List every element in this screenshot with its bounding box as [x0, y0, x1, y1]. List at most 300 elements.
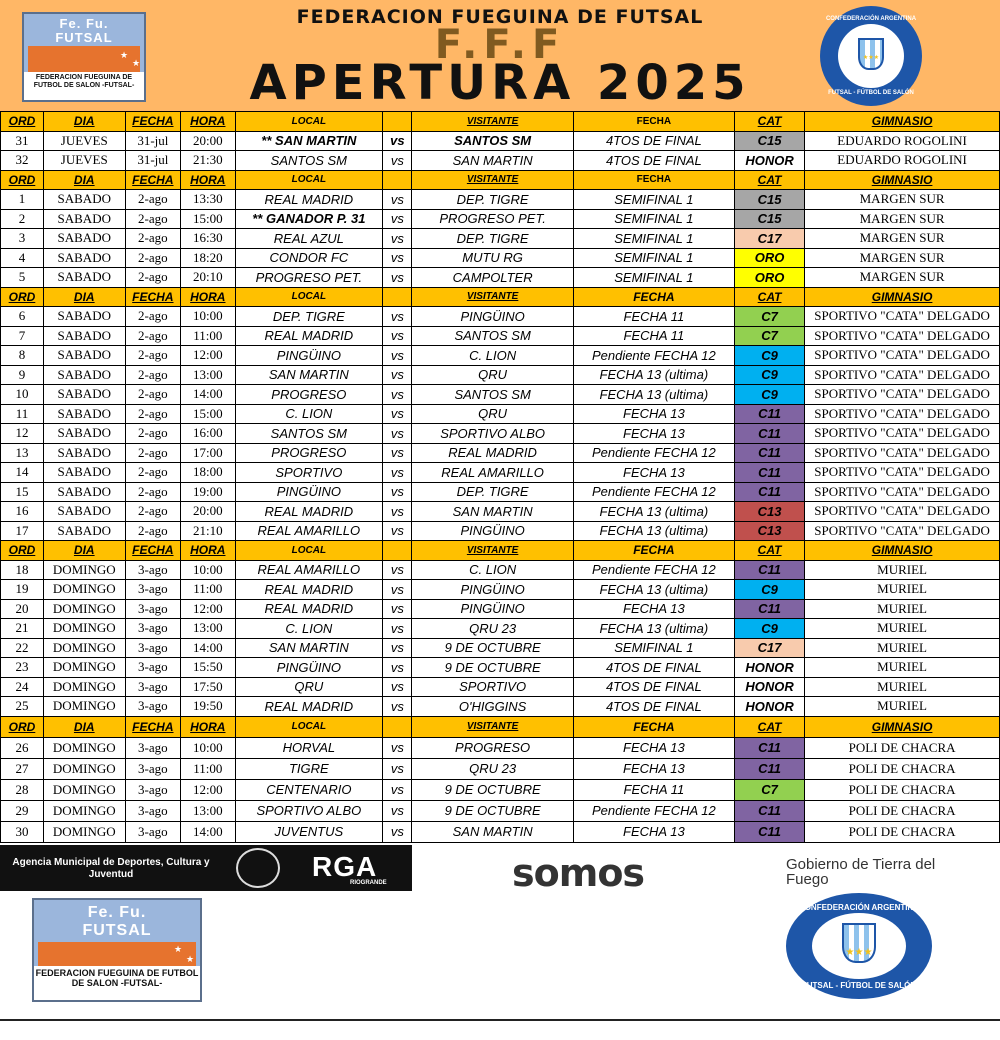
match-time: 12:00: [181, 346, 235, 366]
match-time: 21:30: [181, 151, 235, 171]
match-round: SEMIFINAL 1: [573, 190, 734, 210]
match-date: 2-ago: [125, 229, 181, 249]
match-vs: vs: [383, 737, 412, 758]
match-gym: MURIEL: [805, 619, 1000, 639]
match-time: 15:00: [181, 209, 235, 229]
column-header-fecha: FECHA: [125, 112, 181, 132]
match-time: 18:20: [181, 248, 235, 268]
column-header-visitante: VISITANTE: [412, 112, 573, 132]
match-time: 19:50: [181, 697, 235, 717]
match-local-team: ** SAN MARTIN: [235, 131, 383, 151]
federation-acronym: F.F.F: [434, 22, 566, 68]
match-date: 3-ago: [125, 758, 181, 779]
match-vs: vs: [383, 424, 412, 444]
match-round: Pendiente FECHA 12: [573, 800, 734, 821]
match-category: C11: [734, 758, 804, 779]
match-time: 13:30: [181, 190, 235, 210]
match-row: [1, 599, 1000, 619]
match-row: [1, 443, 1000, 463]
match-round: FECHA 13: [573, 737, 734, 758]
match-ord: 15: [1, 482, 44, 502]
match-round: 4TOS DE FINAL: [573, 658, 734, 678]
match-local-team: TIGRE: [235, 758, 383, 779]
match-vs: vs: [383, 463, 412, 483]
match-category: C9: [734, 580, 804, 600]
match-vs: vs: [383, 443, 412, 463]
match-visitor-team: SAN MARTIN: [412, 502, 573, 522]
match-ord: 7: [1, 326, 44, 346]
match-date: 3-ago: [125, 677, 181, 697]
match-day: SABADO: [43, 365, 125, 385]
column-header-hora: HORA: [181, 170, 235, 190]
column-header-vs: [383, 112, 412, 132]
match-category: HONOR: [734, 658, 804, 678]
match-date: 2-ago: [125, 443, 181, 463]
match-ord: 5: [1, 268, 44, 288]
match-vs: vs: [383, 821, 412, 842]
match-date: 2-ago: [125, 365, 181, 385]
match-day: SABADO: [43, 307, 125, 327]
match-visitor-team: SPORTIVO ALBO: [412, 424, 573, 444]
match-category: ORO: [734, 248, 804, 268]
federation-title: FEDERACION FUEGUINA DE FUTSAL: [296, 6, 704, 28]
match-category: C13: [734, 502, 804, 522]
match-gym: SPORTIVO "CATA" DELGADO: [805, 482, 1000, 502]
match-vs: vs: [383, 229, 412, 249]
match-round: FECHA 13: [573, 599, 734, 619]
match-row: [1, 190, 1000, 210]
column-header-ord: ORD: [1, 170, 44, 190]
match-local-team: SPORTIVO ALBO: [235, 800, 383, 821]
somos-logo: somos: [512, 851, 645, 895]
match-date: 2-ago: [125, 307, 181, 327]
match-date: 3-ago: [125, 821, 181, 842]
match-ord: 13: [1, 443, 44, 463]
match-ord: 25: [1, 697, 44, 717]
match-gym: SPORTIVO "CATA" DELGADO: [805, 385, 1000, 405]
match-vs: vs: [383, 697, 412, 717]
column-header-cat: CAT: [734, 716, 804, 737]
match-row: [1, 346, 1000, 366]
match-visitor-team: SANTOS SM: [412, 326, 573, 346]
match-visitor-team: MUTU RG: [412, 248, 573, 268]
schedule-table: [0, 111, 1000, 843]
match-visitor-team: REAL MADRID: [412, 443, 573, 463]
match-vs: vs: [383, 521, 412, 541]
match-day: SABADO: [43, 209, 125, 229]
match-visitor-team: PINGÜINO: [412, 580, 573, 600]
match-vs: vs: [383, 404, 412, 424]
match-day: SABADO: [43, 404, 125, 424]
match-category: HONOR: [734, 697, 804, 717]
bottom-divider: [0, 1019, 1000, 1021]
match-local-team: ** GANADOR P. 31: [235, 209, 383, 229]
match-category: C15: [734, 131, 804, 151]
match-day: SABADO: [43, 463, 125, 483]
match-vs: vs: [383, 779, 412, 800]
match-vs: vs: [383, 677, 412, 697]
match-visitor-team: REAL AMARILLO: [412, 463, 573, 483]
match-local-team: HORVAL: [235, 737, 383, 758]
match-round: Pendiente FECHA 12: [573, 482, 734, 502]
match-time: 10:00: [181, 307, 235, 327]
match-day: SABADO: [43, 190, 125, 210]
match-ord: 31: [1, 131, 44, 151]
match-time: 21:10: [181, 521, 235, 541]
match-category: C9: [734, 619, 804, 639]
column-header-dia: DIA: [43, 112, 125, 132]
match-day: DOMINGO: [43, 560, 125, 580]
fefu-logo-bottom: Fe. Fu. FUTSAL ★ ★ FEDERACION FUEGUINA DE FUTBOL DE SALON -FUTSAL-: [32, 898, 202, 1002]
match-date: 3-ago: [125, 800, 181, 821]
column-header-vs: [383, 716, 412, 737]
match-category: C11: [734, 463, 804, 483]
match-local-team: REAL MADRID: [235, 697, 383, 717]
match-gym: MARGEN SUR: [805, 248, 1000, 268]
match-vs: vs: [383, 365, 412, 385]
column-header-round: FECHA: [573, 287, 734, 307]
match-gym: SPORTIVO "CATA" DELGADO: [805, 424, 1000, 444]
match-time: 18:00: [181, 463, 235, 483]
section-header-row: [1, 287, 1000, 307]
column-header-local: LOCAL: [235, 716, 383, 737]
column-header-dia: DIA: [43, 287, 125, 307]
match-date: 2-ago: [125, 463, 181, 483]
match-gym: MURIEL: [805, 658, 1000, 678]
match-time: 20:00: [181, 131, 235, 151]
column-header-visitante: VISITANTE: [412, 170, 573, 190]
match-round: FECHA 13 (ultima): [573, 521, 734, 541]
match-time: 12:00: [181, 599, 235, 619]
column-header-vs: [383, 170, 412, 190]
match-round: SEMIFINAL 1: [573, 638, 734, 658]
match-row: [1, 580, 1000, 600]
match-visitor-team: QRU 23: [412, 758, 573, 779]
match-date: 3-ago: [125, 580, 181, 600]
match-gym: SPORTIVO "CATA" DELGADO: [805, 502, 1000, 522]
column-header-dia: DIA: [43, 170, 125, 190]
match-date: 2-ago: [125, 248, 181, 268]
column-header-ord: ORD: [1, 716, 44, 737]
column-header-round: FECHA: [573, 170, 734, 190]
match-gym: SPORTIVO "CATA" DELGADO: [805, 346, 1000, 366]
match-date: 2-ago: [125, 482, 181, 502]
column-header-visitante: VISITANTE: [412, 541, 573, 561]
match-date: 3-ago: [125, 658, 181, 678]
match-vs: vs: [383, 268, 412, 288]
match-row: [1, 758, 1000, 779]
match-row: [1, 737, 1000, 758]
match-local-team: REAL MADRID: [235, 326, 383, 346]
match-visitor-team: QRU: [412, 365, 573, 385]
column-header-gimnasio: GIMNASIO: [805, 716, 1000, 737]
column-header-gimnasio: GIMNASIO: [805, 287, 1000, 307]
match-vs: vs: [383, 209, 412, 229]
match-round: SEMIFINAL 1: [573, 268, 734, 288]
match-category: C11: [734, 737, 804, 758]
match-gym: MURIEL: [805, 677, 1000, 697]
match-day: SABADO: [43, 424, 125, 444]
column-header-gimnasio: GIMNASIO: [805, 112, 1000, 132]
sponsors-bar: [0, 845, 1000, 895]
match-local-team: SANTOS SM: [235, 151, 383, 171]
match-row: [1, 248, 1000, 268]
match-day: JUEVES: [43, 151, 125, 171]
match-time: 11:00: [181, 326, 235, 346]
match-row: [1, 658, 1000, 678]
match-date: 2-ago: [125, 190, 181, 210]
match-day: DOMINGO: [43, 800, 125, 821]
column-header-round: FECHA: [573, 541, 734, 561]
match-local-team: C. LION: [235, 619, 383, 639]
match-category: C13: [734, 521, 804, 541]
match-date: 3-ago: [125, 638, 181, 658]
column-header-visitante: VISITANTE: [412, 716, 573, 737]
match-round: 4TOS DE FINAL: [573, 677, 734, 697]
match-day: SABADO: [43, 268, 125, 288]
match-round: FECHA 13 (ultima): [573, 385, 734, 405]
match-row: [1, 482, 1000, 502]
match-date: 3-ago: [125, 619, 181, 639]
match-round: FECHA 11: [573, 307, 734, 327]
match-time: 14:00: [181, 385, 235, 405]
column-header-local: LOCAL: [235, 112, 383, 132]
match-row: [1, 209, 1000, 229]
match-vs: vs: [383, 580, 412, 600]
match-category: C7: [734, 307, 804, 327]
column-header-local: LOCAL: [235, 541, 383, 561]
match-time: 13:00: [181, 365, 235, 385]
match-visitor-team: QRU: [412, 404, 573, 424]
match-day: SABADO: [43, 346, 125, 366]
match-visitor-team: DEP. TIGRE: [412, 482, 573, 502]
match-visitor-team: CAMPOLTER: [412, 268, 573, 288]
match-visitor-team: SAN MARTIN: [412, 151, 573, 171]
match-visitor-team: SANTOS SM: [412, 131, 573, 151]
match-time: 15:50: [181, 658, 235, 678]
match-day: DOMINGO: [43, 779, 125, 800]
match-time: 14:00: [181, 821, 235, 842]
match-local-team: REAL MADRID: [235, 502, 383, 522]
match-visitor-team: PROGRESO PET.: [412, 209, 573, 229]
match-date: 2-ago: [125, 326, 181, 346]
match-round: Pendiente FECHA 12: [573, 346, 734, 366]
municipal-seal-icon: [236, 848, 280, 888]
match-day: DOMINGO: [43, 821, 125, 842]
match-row: [1, 385, 1000, 405]
match-gym: MURIEL: [805, 638, 1000, 658]
match-gym: POLI DE CHACRA: [805, 800, 1000, 821]
match-date: 2-ago: [125, 404, 181, 424]
match-gym: MURIEL: [805, 697, 1000, 717]
column-header-fecha: FECHA: [125, 170, 181, 190]
match-day: SABADO: [43, 248, 125, 268]
match-gym: SPORTIVO "CATA" DELGADO: [805, 463, 1000, 483]
match-category: HONOR: [734, 677, 804, 697]
column-header-cat: CAT: [734, 287, 804, 307]
match-round: FECHA 13: [573, 424, 734, 444]
match-row: [1, 229, 1000, 249]
match-ord: 8: [1, 346, 44, 366]
rga-agency-logo: Agencia Municipal de Deportes, Cultura y Juventud RGA RIOGRANDE: [0, 845, 412, 891]
match-gym: MARGEN SUR: [805, 268, 1000, 288]
match-local-team: SANTOS SM: [235, 424, 383, 444]
match-category: C11: [734, 404, 804, 424]
match-ord: 29: [1, 800, 44, 821]
match-row: [1, 268, 1000, 288]
match-category: C11: [734, 482, 804, 502]
match-gym: EDUARDO ROGOLINI: [805, 131, 1000, 151]
match-round: FECHA 11: [573, 326, 734, 346]
match-category: ORO: [734, 268, 804, 288]
column-header-hora: HORA: [181, 716, 235, 737]
match-time: 17:00: [181, 443, 235, 463]
column-header-ord: ORD: [1, 287, 44, 307]
match-gym: MURIEL: [805, 560, 1000, 580]
match-ord: 16: [1, 502, 44, 522]
match-time: 20:00: [181, 502, 235, 522]
match-category: C7: [734, 326, 804, 346]
column-header-cat: CAT: [734, 112, 804, 132]
match-visitor-team: O'HIGGINS: [412, 697, 573, 717]
column-header-fecha: FECHA: [125, 541, 181, 561]
column-header-round: FECHA: [573, 112, 734, 132]
match-local-team: PINGÜINO: [235, 482, 383, 502]
match-local-team: JUVENTUS: [235, 821, 383, 842]
match-date: 3-ago: [125, 560, 181, 580]
match-date: 2-ago: [125, 502, 181, 522]
match-time: 19:00: [181, 482, 235, 502]
match-round: FECHA 13: [573, 758, 734, 779]
match-category: C11: [734, 443, 804, 463]
match-local-team: REAL MADRID: [235, 190, 383, 210]
match-vs: vs: [383, 326, 412, 346]
match-ord: 18: [1, 560, 44, 580]
match-category: C9: [734, 365, 804, 385]
match-row: [1, 821, 1000, 842]
match-category: C11: [734, 821, 804, 842]
match-round: 4TOS DE FINAL: [573, 697, 734, 717]
match-round: Pendiente FECHA 12: [573, 443, 734, 463]
match-gym: POLI DE CHACRA: [805, 737, 1000, 758]
match-time: 12:00: [181, 779, 235, 800]
page-title: APERTURA 2025: [249, 55, 751, 111]
match-ord: 4: [1, 248, 44, 268]
column-header-hora: HORA: [181, 287, 235, 307]
header-banner: [0, 0, 1000, 112]
match-vs: vs: [383, 248, 412, 268]
match-visitor-team: 9 DE OCTUBRE: [412, 800, 573, 821]
match-ord: 30: [1, 821, 44, 842]
match-time: 14:00: [181, 638, 235, 658]
match-gym: POLI DE CHACRA: [805, 758, 1000, 779]
match-date: 3-ago: [125, 779, 181, 800]
match-row: [1, 326, 1000, 346]
match-day: DOMINGO: [43, 697, 125, 717]
match-category: C11: [734, 599, 804, 619]
match-round: FECHA 13 (ultima): [573, 502, 734, 522]
match-visitor-team: PROGRESO: [412, 737, 573, 758]
column-header-dia: DIA: [43, 541, 125, 561]
column-header-dia: DIA: [43, 716, 125, 737]
match-category: C11: [734, 424, 804, 444]
match-row: [1, 424, 1000, 444]
match-day: SABADO: [43, 482, 125, 502]
match-vs: vs: [383, 190, 412, 210]
match-visitor-team: DEP. TIGRE: [412, 229, 573, 249]
match-row: [1, 365, 1000, 385]
match-ord: 28: [1, 779, 44, 800]
match-local-team: PROGRESO PET.: [235, 268, 383, 288]
match-round: FECHA 11: [573, 779, 734, 800]
match-ord: 32: [1, 151, 44, 171]
match-date: 2-ago: [125, 209, 181, 229]
match-local-team: SAN MARTIN: [235, 365, 383, 385]
match-local-team: REAL MADRID: [235, 580, 383, 600]
match-ord: 24: [1, 677, 44, 697]
match-row: [1, 463, 1000, 483]
match-gym: MURIEL: [805, 599, 1000, 619]
match-category: C9: [734, 346, 804, 366]
match-round: FECHA 13 (ultima): [573, 365, 734, 385]
match-ord: 11: [1, 404, 44, 424]
match-ord: 22: [1, 638, 44, 658]
cafs-logo-bottom: CONFEDERACIÓN ARGENTINA ★★★ FUTSAL - FÚTBOL DE SALÓN: [786, 893, 932, 999]
match-category: C9: [734, 385, 804, 405]
column-header-local: LOCAL: [235, 170, 383, 190]
match-vs: vs: [383, 638, 412, 658]
match-day: JUEVES: [43, 131, 125, 151]
match-row: [1, 677, 1000, 697]
match-row: [1, 779, 1000, 800]
match-local-team: REAL AMARILLO: [235, 560, 383, 580]
match-vs: vs: [383, 502, 412, 522]
match-row: [1, 521, 1000, 541]
match-time: 10:00: [181, 737, 235, 758]
match-gym: POLI DE CHACRA: [805, 821, 1000, 842]
match-ord: 2: [1, 209, 44, 229]
match-vs: vs: [383, 482, 412, 502]
match-local-team: PROGRESO: [235, 443, 383, 463]
column-header-vs: [383, 541, 412, 561]
match-gym: SPORTIVO "CATA" DELGADO: [805, 404, 1000, 424]
match-gym: SPORTIVO "CATA" DELGADO: [805, 443, 1000, 463]
match-visitor-team: QRU 23: [412, 619, 573, 639]
match-round: FECHA 13 (ultima): [573, 580, 734, 600]
match-visitor-team: SANTOS SM: [412, 385, 573, 405]
match-local-team: CENTENARIO: [235, 779, 383, 800]
column-header-ord: ORD: [1, 541, 44, 561]
match-time: 20:10: [181, 268, 235, 288]
match-round: 4TOS DE FINAL: [573, 151, 734, 171]
match-visitor-team: SPORTIVO: [412, 677, 573, 697]
column-header-fecha: FECHA: [125, 716, 181, 737]
section-header-row: [1, 541, 1000, 561]
match-gym: SPORTIVO "CATA" DELGADO: [805, 365, 1000, 385]
match-ord: 20: [1, 599, 44, 619]
match-round: FECHA 13 (ultima): [573, 619, 734, 639]
match-category: C17: [734, 229, 804, 249]
match-category: C11: [734, 560, 804, 580]
match-category: HONOR: [734, 151, 804, 171]
match-gym: SPORTIVO "CATA" DELGADO: [805, 326, 1000, 346]
match-vs: vs: [383, 599, 412, 619]
match-local-team: REAL AMARILLO: [235, 521, 383, 541]
match-local-team: REAL MADRID: [235, 599, 383, 619]
match-date: 2-ago: [125, 346, 181, 366]
column-header-round: FECHA: [573, 716, 734, 737]
match-row: [1, 131, 1000, 151]
